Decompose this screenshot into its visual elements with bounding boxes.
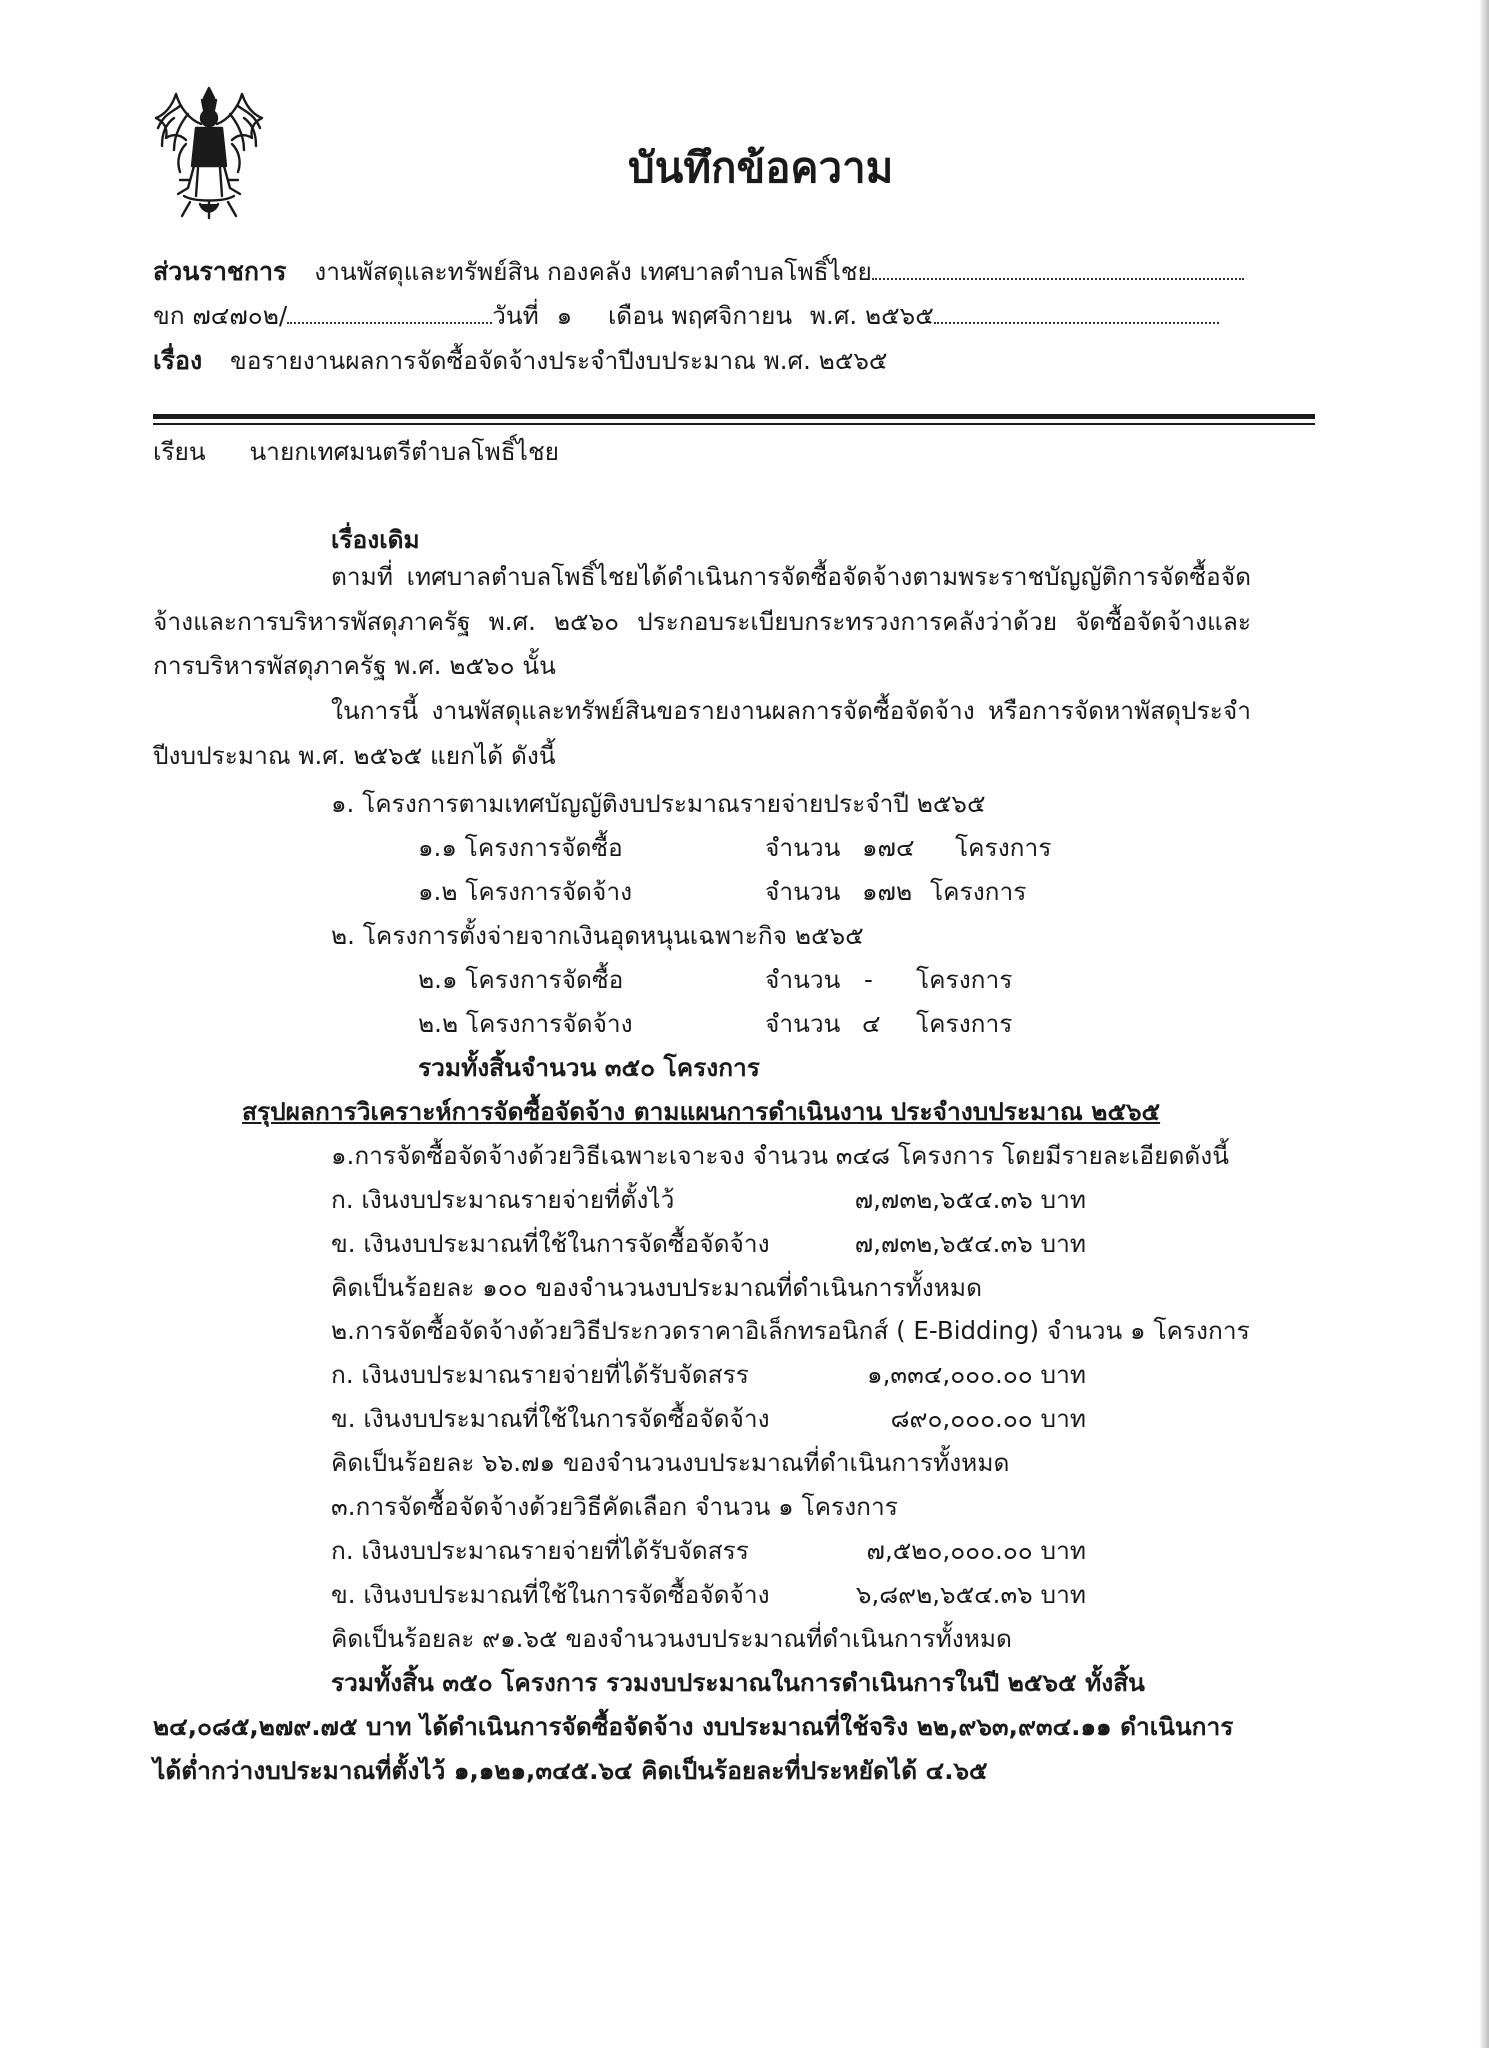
- salutation-line: [153, 436, 559, 468]
- group2-title: ๒. โครงการตั้งจ่ายจากเงินอุดหนุนเฉพาะกิจ ๒๕๖๕: [331, 921, 864, 950]
- date-label: วันที่: [492, 301, 539, 330]
- subject-line: [153, 345, 887, 377]
- conclusion-line-1: รวมทั้งสิ้น ๓๕๐ โครงการ รวมงบประมาณในการดำเนินการในปี ๒๕๖๕ ทั้งสิ้น: [331, 1668, 1145, 1697]
- method-line-a-value: ๑,๓๓๔,๐๐๐.๐๐ บาท: [867, 1360, 1086, 1389]
- dotted-leader: [934, 302, 1219, 324]
- year-label: พ.ศ.: [809, 301, 858, 330]
- group2-item-label: ๒.๑ โครงการจัดซื้อ: [418, 965, 624, 994]
- method-title: ๒.การจัดซื้อจัดจ้างด้วยวิธีประกวดราคาอิเล็กทรอนิกส์ ( E-Bidding) จำนวน ๑ โครงการ: [331, 1316, 1250, 1345]
- garuda-emblem-icon: [150, 84, 268, 224]
- month-value: พฤศจิกายน: [671, 301, 793, 330]
- method-percent-line: คิดเป็นร้อยละ ๙๑.๖๕ ของจำนวนงบประมาณที่ดำเนินการทั้งหมด: [331, 1624, 1012, 1653]
- subject-value: ขอรายงานผลการจัดซื้อจัดจ้างประจำปีงบประมาณ พ.ศ. ๒๕๖๕: [230, 346, 888, 375]
- agency-value: งานพัสดุและทรัพย์สิน กองคลัง เทศบาลตำบลโพธิ์ไชย: [314, 257, 872, 286]
- salutation-value: นายกเทศมนตรีตำบลโพธิ์ไชย: [249, 437, 559, 466]
- group1-item-count-label: จำนวน: [765, 833, 841, 862]
- summary-heading: สรุปผลการวิเคราะห์การจัดซื้อจัดจ้าง ตามแผนการดำเนินงาน ประจำงบประมาณ ๒๕๖๕: [242, 1097, 1161, 1126]
- method-line-a-value: ๗,๗๓๒,๖๕๔.๓๖ บาท: [854, 1185, 1086, 1214]
- method-line-a-label: ก. เงินงบประมาณรายจ่ายที่ได้รับจัดสรร: [331, 1536, 749, 1565]
- method-line-a-label: ก. เงินงบประมาณรายจ่ายที่ได้รับจัดสรร: [331, 1360, 749, 1389]
- method-line-b-label: ข. เงินงบประมาณที่ใช้ในการจัดซื้อจัดจ้าง: [331, 1404, 770, 1433]
- group1-item-count-label: จำนวน: [765, 877, 841, 906]
- background-paragraph-2-text: ในการนี้ งานพัสดุและทรัพย์สินขอรายงานผลการจัดซื้อจัดจ้าง หรือการจัดหาพัสดุประจำปีงบประมาณ พ.ศ. ๒๕๖๕ แยกได้ ดังนี้: [153, 696, 1251, 770]
- agency-label: ส่วนราชการ: [153, 257, 287, 286]
- reference-number: ขก ๗๔๗๐๒/: [153, 301, 288, 330]
- method-line-b-value: ๖,๘๙๒,๖๕๔.๓๖ บาท: [855, 1580, 1086, 1609]
- projects-total: รวมทั้งสิ้นจำนวน ๓๕๐ โครงการ: [418, 1053, 760, 1082]
- method-line-b-label: ข. เงินงบประมาณที่ใช้ในการจัดซื้อจัดจ้าง: [331, 1229, 770, 1258]
- group1-item-unit: โครงการ: [930, 877, 1027, 906]
- background-paragraph-1-text: ตามที่ เทศบาลตำบลโพธิ์ไชยได้ดำเนินการจัดซื้อจัดจ้างตามพระราชบัญญัติการจัดซื้อจัดจ้างและการบริหารพัสดุภาครัฐ พ.ศ. ๒๕๖๐ ประกอบระเบียบกระทรวงการคลังว่าด้วย จัดซื้อจัดจ้างและการบริหารพัสดุภาครัฐ พ.ศ. ๒๕๖๐ นั้น: [153, 562, 1251, 680]
- method-line-a-label: ก. เงินงบประมาณรายจ่ายที่ตั้งไว้: [331, 1185, 675, 1214]
- group2-item-count: ๔: [862, 1009, 881, 1038]
- group1-item-count: ๑๗๔: [862, 833, 915, 862]
- background-paragraph-2: [153, 689, 1251, 778]
- subject-label: เรื่อง: [153, 346, 203, 375]
- salutation-label: เรียน: [153, 437, 206, 466]
- method-percent-line: คิดเป็นร้อยละ ๑๐๐ ของจำนวนงบประมาณที่ดำเนินการทั้งหมด: [331, 1273, 982, 1302]
- method-line-b-value: ๘๙๐,๐๐๐.๐๐ บาท: [890, 1404, 1086, 1433]
- conclusion-line-2: ๒๔,๐๘๕,๒๗๙.๗๕ บาท ได้ดำเนินการจัดซื้อจัดจ้าง งบประมาณที่ใช้จริง ๒๒,๙๖๓,๙๓๔.๑๑ ดำเนินการ: [153, 1712, 1234, 1741]
- conclusion-line-3: ได้ต่ำกว่างบประมาณที่ตั้งไว้ ๑,๑๒๑,๓๔๕.๖๔ คิดเป็นร้อยละที่ประหยัดได้ ๔.๖๕: [153, 1756, 988, 1785]
- method-line-a-value: ๗,๕๒๐,๐๐๐.๐๐ บาท: [866, 1536, 1086, 1565]
- method-percent-line: คิดเป็นร้อยละ ๖๖.๗๑ ของจำนวนงบประมาณที่ดำเนินการทั้งหมด: [331, 1448, 1010, 1477]
- group2-item-count-label: จำนวน: [765, 1009, 841, 1038]
- group2-item-count-label: จำนวน: [765, 965, 841, 994]
- date-day: ๑: [556, 301, 573, 330]
- page-edge-shadow: [1479, 0, 1489, 2048]
- memo-title: บันทึกข้อความ: [628, 143, 894, 192]
- group1-title: ๑. โครงการตามเทศบัญญัติงบประมาณรายจ่ายประจำปี ๒๕๖๕: [331, 789, 986, 818]
- method-title: ๑.การจัดซื้อจัดจ้างด้วยวิธีเฉพาะเจาะจง จำนวน ๓๔๘ โครงการ โดยมีรายละเอียดดังนี้: [331, 1141, 1229, 1170]
- header-rule-thick: [153, 414, 1315, 419]
- dotted-leader: [872, 258, 1244, 280]
- group2-item-label: ๒.๒ โครงการจัดจ้าง: [418, 1009, 633, 1038]
- agency-line: [153, 256, 1244, 288]
- method-line-b-label: ข. เงินงบประมาณที่ใช้ในการจัดซื้อจัดจ้าง: [331, 1580, 770, 1609]
- group1-item-label: ๑.๑ โครงการจัดซื้อ: [418, 833, 623, 862]
- group1-item-unit: โครงการ: [955, 833, 1052, 862]
- reference-line: [153, 300, 1219, 332]
- dotted-leader: [287, 302, 492, 324]
- background-heading: เรื่องเดิม: [331, 525, 420, 554]
- header-rule-thin: [153, 423, 1315, 425]
- background-paragraph-1: [153, 555, 1251, 689]
- method-title: ๓.การจัดซื้อจัดจ้างด้วยวิธีคัดเลือก จำนวน ๑ โครงการ: [331, 1492, 898, 1521]
- group2-item-unit: โครงการ: [916, 1009, 1013, 1038]
- month-label: เดือน: [607, 301, 664, 330]
- group2-item-count: -: [864, 965, 873, 994]
- group1-item-count: ๑๗๒: [862, 877, 913, 906]
- group2-item-unit: โครงการ: [916, 965, 1013, 994]
- method-line-b-value: ๗,๗๓๒,๖๕๔.๓๖ บาท: [854, 1229, 1086, 1258]
- year-value: ๒๕๖๕: [864, 301, 934, 330]
- group1-item-label: ๑.๒ โครงการจัดจ้าง: [418, 877, 633, 906]
